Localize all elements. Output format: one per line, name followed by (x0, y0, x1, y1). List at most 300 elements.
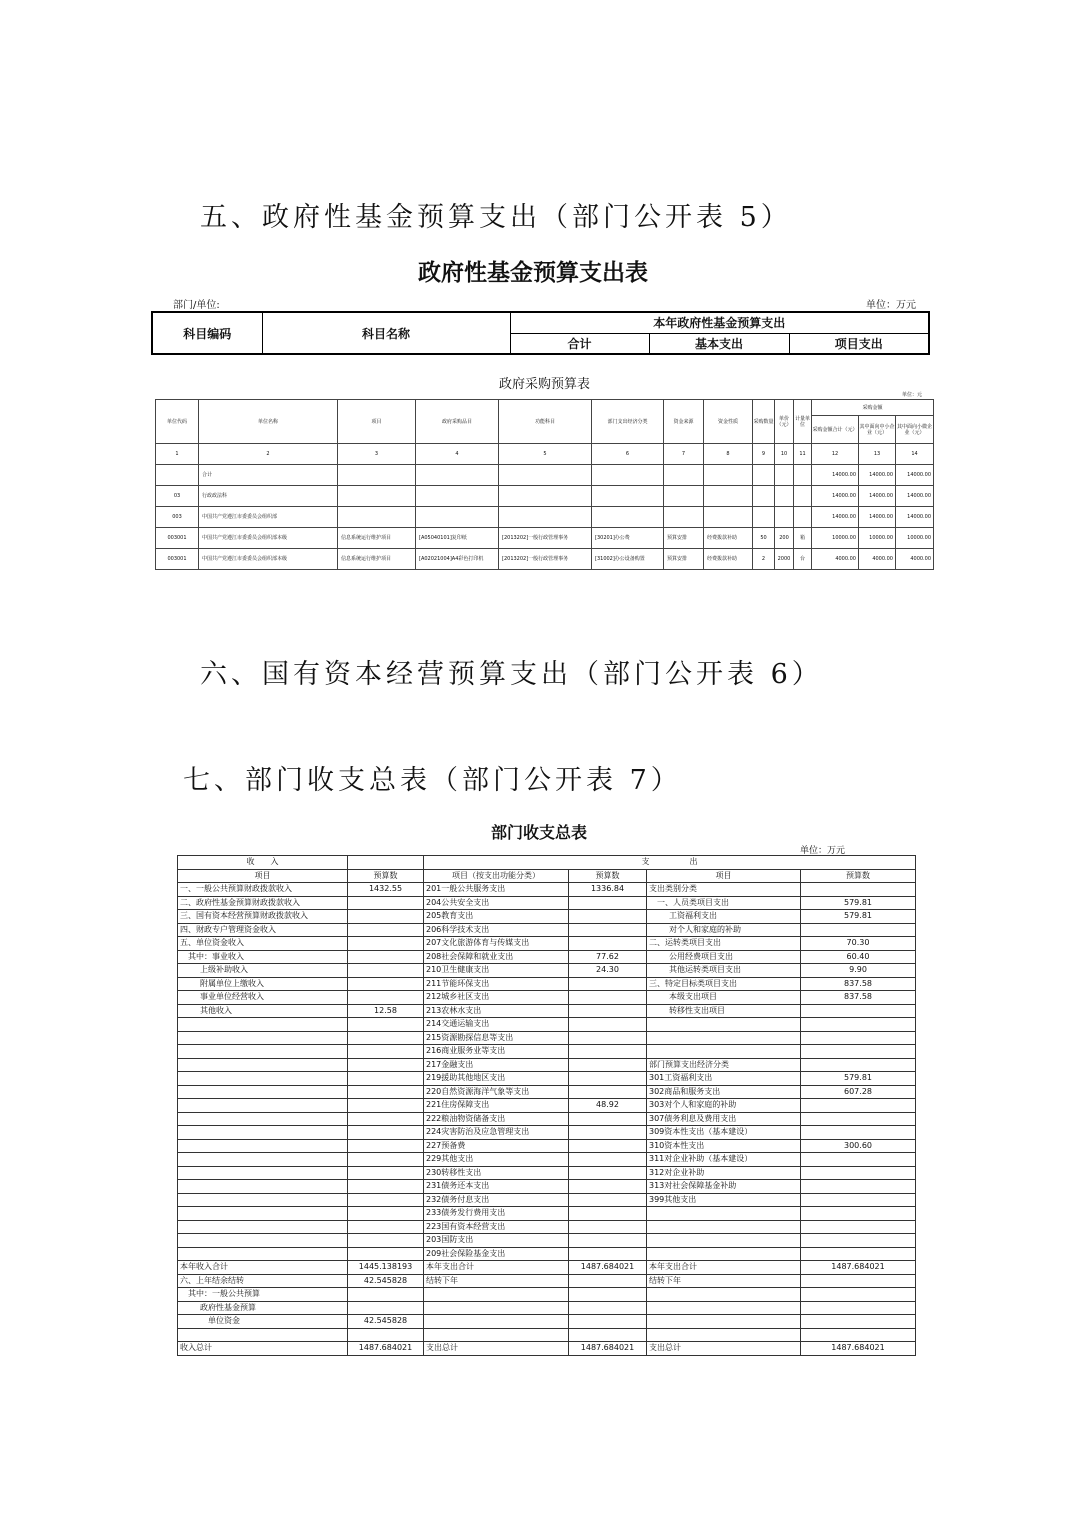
table-cell (416, 486, 499, 507)
table-row (178, 1328, 916, 1342)
table-cell (178, 1126, 348, 1140)
proc-sh-2: 其中面向小微企业（元） (896, 416, 934, 444)
table-row (178, 1207, 916, 1221)
table-row (178, 1099, 916, 1113)
table-cell (424, 1288, 569, 1302)
table-cell: 工资福利支出 (647, 910, 801, 924)
table-cell (178, 1085, 348, 1099)
table-cell: 205教育支出 (424, 910, 569, 924)
table-cell (794, 465, 812, 486)
table-cell (569, 910, 647, 924)
col-num: 9 (753, 444, 775, 465)
table-cell: 事业单位经营收入 (178, 991, 348, 1005)
table-cell: 837.58 (801, 991, 916, 1005)
table-cell (801, 923, 916, 937)
table-cell (178, 1234, 348, 1248)
table-row (178, 1085, 916, 1099)
table-cell: 14000.00 (812, 507, 859, 528)
table-cell: 229其他支出 (424, 1153, 569, 1167)
table-cell: 14000.00 (896, 486, 934, 507)
table-cell (592, 486, 664, 507)
table-cell: 五、单位资金收入 (178, 937, 348, 951)
table-cell: 转移性支出项目 (647, 1004, 801, 1018)
header-basic: 基本支出 (649, 333, 789, 354)
table-cell: 本级支出项目 (647, 991, 801, 1005)
table-cell (348, 1031, 424, 1045)
table-cell (569, 1045, 647, 1059)
proc-col-number-row (156, 444, 934, 465)
table-cell: 227预备费 (424, 1139, 569, 1153)
table-cell: 14000.00 (812, 465, 859, 486)
header-name: 科目名称 (262, 312, 510, 354)
table-cell (801, 883, 916, 897)
table-cell (348, 1247, 424, 1261)
table-cell (647, 1315, 801, 1329)
table-cell: 232债务付息支出 (424, 1193, 569, 1207)
dept-label: 部门/单位: (173, 300, 220, 311)
col-num: 8 (704, 444, 753, 465)
table-cell (801, 1301, 916, 1315)
header-total: 合计 (510, 333, 649, 354)
table-cell: 本年支出合计 (424, 1261, 569, 1275)
col-num: 3 (338, 444, 416, 465)
table-cell: 4000.00 (812, 549, 859, 570)
table-cell (775, 465, 794, 486)
table-cell (647, 1045, 801, 1059)
table-cell: 箱 (794, 528, 812, 549)
table-cell (647, 1234, 801, 1248)
table-cell (647, 1328, 801, 1342)
proc-h-10: 计量单位 (794, 400, 812, 444)
table-cell (569, 1139, 647, 1153)
table-cell (569, 923, 647, 937)
table-cell: 四、财政专户管理资金收入 (178, 923, 348, 937)
table-cell (424, 1301, 569, 1315)
table-cell (348, 937, 424, 951)
header-item: 项目 (178, 869, 348, 883)
table-cell (416, 507, 499, 528)
table-cell: 2000 (775, 549, 794, 570)
table-cell (348, 1085, 424, 1099)
table-cell: 六、上年结余结转 (178, 1274, 348, 1288)
proc-title: 政府采购预算表 (499, 377, 591, 392)
unit-label: 单位：万元 (866, 300, 916, 311)
table-cell: 579.81 (801, 910, 916, 924)
table-cell (569, 1018, 647, 1032)
table-cell (664, 465, 704, 486)
table-7-unit: 单位：万元 (800, 846, 846, 856)
table-cell (647, 1018, 801, 1032)
table-cell: 中国共产党遵江市委委员会组织部本级 (199, 549, 338, 570)
proc-h-7: 资金性质 (704, 400, 753, 444)
table-cell: 一、人员类项目支出 (647, 896, 801, 910)
table-cell: 03 (156, 486, 199, 507)
table-cell: 预算安排 (664, 528, 704, 549)
table-cell: 207文化旅游体育与传媒支出 (424, 937, 569, 951)
table-cell (178, 1166, 348, 1180)
table-cell: 10000.00 (859, 528, 896, 549)
table-cell: 2 (753, 549, 775, 570)
table-cell: 48.92 (569, 1099, 647, 1113)
table-cell: 607.28 (801, 1085, 916, 1099)
table-cell (178, 1045, 348, 1059)
table-cell: 213农林水支出 (424, 1004, 569, 1018)
table-cell: 支出总计 (424, 1342, 569, 1356)
table-cell (569, 896, 647, 910)
table-row (178, 1315, 916, 1329)
table-cell (156, 465, 199, 486)
table-cell: 信息系统运行维护项目 (338, 528, 416, 549)
table-cell: 221住房保障支出 (424, 1099, 569, 1113)
table-cell: 对个人和家庭的补助 (647, 923, 801, 937)
col-num: 4 (416, 444, 499, 465)
table-cell: 合计 (199, 465, 338, 486)
proc-h-6: 资金来源 (664, 400, 704, 444)
table-cell (178, 1072, 348, 1086)
table-cell: 303对个人和家庭的补助 (647, 1099, 801, 1113)
col-num: 14 (896, 444, 934, 465)
table-cell: 50 (753, 528, 775, 549)
table-row (156, 528, 934, 549)
table-row (178, 1153, 916, 1167)
table-cell: 1432.55 (348, 883, 424, 897)
table-row (156, 465, 934, 486)
table-cell: 14000.00 (896, 465, 934, 486)
table-cell: 14000.00 (896, 507, 934, 528)
table-cell (348, 1193, 424, 1207)
table-cell (348, 1288, 424, 1302)
table-cell: 003001 (156, 528, 199, 549)
section-5-heading: 五、政府性基金预算支出（部门公开表 5） (200, 202, 792, 233)
proc-h-5: 部门支出经济分类 (592, 400, 664, 444)
table-cell: 60.40 (801, 950, 916, 964)
table-cell (348, 1126, 424, 1140)
table-cell (499, 486, 592, 507)
table-cell (178, 1153, 348, 1167)
table-cell: 310资本性支出 (647, 1139, 801, 1153)
table-cell (801, 1288, 916, 1302)
table-cell: 214交通运输支出 (424, 1018, 569, 1032)
table-cell (569, 1328, 647, 1342)
table-cell (794, 486, 812, 507)
table-cell: 公用经费项目支出 (647, 950, 801, 964)
table-row (178, 1166, 916, 1180)
table-cell (647, 1207, 801, 1221)
table-cell (569, 1085, 647, 1099)
col-num: 1 (156, 444, 199, 465)
header-project: 项目支出 (789, 333, 929, 354)
table-cell (801, 1004, 916, 1018)
table-row (178, 1220, 916, 1234)
table-cell (753, 486, 775, 507)
procurement-table (155, 399, 934, 570)
table-cell (348, 1180, 424, 1194)
table-cell: 217金融支出 (424, 1058, 569, 1072)
table-cell: 1487.684021 (569, 1261, 647, 1275)
table-cell: 14000.00 (812, 486, 859, 507)
col-num: 2 (199, 444, 338, 465)
table-cell (348, 1045, 424, 1059)
table-cell (801, 1207, 916, 1221)
table-cell: 300.60 (801, 1139, 916, 1153)
table-cell (569, 1234, 647, 1248)
table-cell (178, 1018, 348, 1032)
table-cell (647, 1288, 801, 1302)
table-cell: 224灾害防治及应急管理支出 (424, 1126, 569, 1140)
table-row (178, 1004, 916, 1018)
table-cell (801, 1220, 916, 1234)
table-row (178, 950, 916, 964)
table-cell (348, 1207, 424, 1221)
table-cell: [31002]办公设备购置 (592, 549, 664, 570)
header-group: 本年政府性基金预算支出 (510, 312, 929, 333)
income-expense-table (177, 855, 916, 1356)
table-cell: 二、政府性基金预算财政拨款收入 (178, 896, 348, 910)
table-cell (801, 1099, 916, 1113)
table-cell (801, 1328, 916, 1342)
table-cell (424, 1328, 569, 1342)
table-cell: 一、一般公共预算财政拨款收入 (178, 883, 348, 897)
table-cell (178, 1099, 348, 1113)
header-income: 收 入 (178, 856, 348, 870)
table-cell: 其中：一般公共预算 (178, 1288, 348, 1302)
proc-h-0: 单位代码 (156, 400, 199, 444)
table-cell: 1445.138193 (348, 1261, 424, 1275)
table-cell (348, 1220, 424, 1234)
table-cell: 部门预算支出经济分类 (647, 1058, 801, 1072)
table-cell: 231债务还本支出 (424, 1180, 569, 1194)
table-cell (348, 910, 424, 924)
table-cell (569, 1112, 647, 1126)
header-budget: 预算数 (348, 869, 424, 883)
table-cell (801, 1112, 916, 1126)
table-cell: 209社会保险基金支出 (424, 1247, 569, 1261)
header-expense: 支 出 (424, 856, 916, 870)
table-cell: 本年支出合计 (647, 1261, 801, 1275)
table-cell: 单位资金 (178, 1315, 348, 1329)
table-cell: 70.30 (801, 937, 916, 951)
table-cell (348, 1153, 424, 1167)
section-6-heading: 六、国有资本经营预算支出（部门公开表 6） (200, 659, 823, 690)
table-cell (704, 465, 753, 486)
table-cell (775, 507, 794, 528)
table-cell (569, 1301, 647, 1315)
table-cell: 上级补助收入 (178, 964, 348, 978)
table-row (178, 1274, 916, 1288)
table-cell (569, 1193, 647, 1207)
table-cell: 223国有资本经营支出 (424, 1220, 569, 1234)
table-row (178, 1247, 916, 1261)
proc-sh-0: 采购金额合计（元） (812, 416, 859, 444)
table-cell: 支出总计 (647, 1342, 801, 1356)
table-row (178, 1301, 916, 1315)
table-cell: 1487.684021 (569, 1342, 647, 1356)
table-row (178, 1112, 916, 1126)
table-cell (178, 1031, 348, 1045)
table-cell (569, 1153, 647, 1167)
table-cell: 399其他支出 (647, 1193, 801, 1207)
table-cell: [A02021004]A4彩色打印机 (416, 549, 499, 570)
col-num: 10 (775, 444, 794, 465)
table-cell: 本年收入合计 (178, 1261, 348, 1275)
table-cell (801, 1018, 916, 1032)
table-row (178, 937, 916, 951)
table-cell (178, 1220, 348, 1234)
table-row (178, 964, 916, 978)
table-row (178, 1018, 916, 1032)
table-row (178, 1261, 916, 1275)
table-cell (338, 486, 416, 507)
table-cell: 201一般公共服务支出 (424, 883, 569, 897)
header-func-item: 项目（按支出功能分类） (424, 869, 569, 883)
table-cell (569, 1166, 647, 1180)
table-cell: 支出类别分类 (647, 883, 801, 897)
table-cell: 77.62 (569, 950, 647, 964)
proc-h-2: 项目 (338, 400, 416, 444)
table-row (178, 1126, 916, 1140)
col-num: 11 (794, 444, 812, 465)
proc-unit: 单位：元 (902, 392, 923, 398)
table-row (178, 1288, 916, 1302)
table-cell (348, 1099, 424, 1113)
table-cell: 结转下年 (424, 1274, 569, 1288)
table-cell: 12.58 (348, 1004, 424, 1018)
table-cell (348, 950, 424, 964)
table-cell (348, 1072, 424, 1086)
table-cell: 313对社会保障基金补助 (647, 1180, 801, 1194)
table-cell: 200 (775, 528, 794, 549)
table-cell (348, 1301, 424, 1315)
table-cell (569, 1315, 647, 1329)
table-cell (664, 507, 704, 528)
table-cell (348, 1112, 424, 1126)
table-cell (348, 923, 424, 937)
proc-h-11: 采购金额 (812, 400, 934, 416)
table-cell (801, 1247, 916, 1261)
table-row (178, 1139, 916, 1153)
table-cell: 219援助其他地区支出 (424, 1072, 569, 1086)
table-cell (801, 1180, 916, 1194)
table-cell: 10000.00 (812, 528, 859, 549)
proc-h-9: 单价（元） (775, 400, 794, 444)
table-cell (569, 1288, 647, 1302)
table-row (156, 549, 934, 570)
header-budget: 预算数 (801, 869, 916, 883)
table-cell (424, 1315, 569, 1329)
table-cell (499, 507, 592, 528)
table-cell: 中国共产党遵江市委委员会组织部本级 (199, 528, 338, 549)
header-code: 科目编码 (152, 312, 262, 354)
table-cell: 309资本性支出（基本建设） (647, 1126, 801, 1140)
proc-h-4: 功能科目 (499, 400, 592, 444)
table-cell (178, 1058, 348, 1072)
table-cell: 预算安排 (664, 549, 704, 570)
col-num: 7 (664, 444, 704, 465)
table-cell: 42.545828 (348, 1315, 424, 1329)
table-cell: 其他运转类项目支出 (647, 964, 801, 978)
table-row (178, 923, 916, 937)
table-cell: [2013202]一般行政管理事务 (499, 528, 592, 549)
table-cell: 003 (156, 507, 199, 528)
table-cell: 其他收入 (178, 1004, 348, 1018)
table-cell (569, 1126, 647, 1140)
table-cell (647, 1301, 801, 1315)
table-cell (569, 1004, 647, 1018)
table-cell: 301工资福利支出 (647, 1072, 801, 1086)
table-cell: 24.30 (569, 964, 647, 978)
col-num: 6 (592, 444, 664, 465)
table-cell: 210卫生健康支出 (424, 964, 569, 978)
table-cell: 二、运转类项目支出 (647, 937, 801, 951)
table-cell (753, 465, 775, 486)
table-cell (178, 1247, 348, 1261)
table-cell (348, 1018, 424, 1032)
table-cell: 307债务利息及费用支出 (647, 1112, 801, 1126)
table-cell: 10000.00 (896, 528, 934, 549)
table-cell: 302商品和服务支出 (647, 1085, 801, 1099)
col-num: 13 (859, 444, 896, 465)
table-cell (647, 1247, 801, 1261)
table-cell (569, 1180, 647, 1194)
table-cell (178, 1139, 348, 1153)
table-7-title: 部门收支总表 (491, 823, 588, 842)
table-cell (348, 964, 424, 978)
table-row (156, 507, 934, 528)
section-7-heading: 七、部门收支总表（部门公开表 7） (183, 765, 682, 796)
table-cell (348, 1058, 424, 1072)
table-cell (801, 1274, 916, 1288)
header-empty (348, 856, 424, 870)
table-row (178, 896, 916, 910)
table-cell (801, 1045, 916, 1059)
table-cell (801, 1193, 916, 1207)
col-num: 5 (499, 444, 592, 465)
table-cell: 政府性基金预算 (178, 1301, 348, 1315)
table-cell (801, 1166, 916, 1180)
table-row (178, 1193, 916, 1207)
table-cell (178, 1180, 348, 1194)
table-cell (569, 1031, 647, 1045)
table-cell: 220自然资源海洋气象等支出 (424, 1085, 569, 1099)
table-cell: 三、国有资本经营预算财政拨款收入 (178, 910, 348, 924)
table-cell (704, 507, 753, 528)
table-cell (499, 465, 592, 486)
table-row (156, 486, 934, 507)
table-row (178, 1031, 916, 1045)
table-cell: 14000.00 (859, 465, 896, 486)
table-cell: 9.90 (801, 964, 916, 978)
table-cell: 003001 (156, 549, 199, 570)
table-row (178, 1072, 916, 1086)
header-budget: 预算数 (569, 869, 647, 883)
table-cell (569, 1274, 647, 1288)
table-cell (775, 486, 794, 507)
table-cell (569, 1247, 647, 1261)
table-cell (178, 1112, 348, 1126)
table-cell: 204公共安全支出 (424, 896, 569, 910)
gov-fund-table (151, 311, 930, 355)
table-cell (348, 1139, 424, 1153)
proc-sh-1: 其中面向中小企业（元） (859, 416, 896, 444)
table-cell (801, 1058, 916, 1072)
table-cell: 台 (794, 549, 812, 570)
table-cell: 215资源勘探信息等支出 (424, 1031, 569, 1045)
table-cell (794, 507, 812, 528)
table-cell: 4000.00 (896, 549, 934, 570)
table-cell: 行政政法科 (199, 486, 338, 507)
table-cell (348, 977, 424, 991)
table-cell: 233债务发行费用支出 (424, 1207, 569, 1221)
